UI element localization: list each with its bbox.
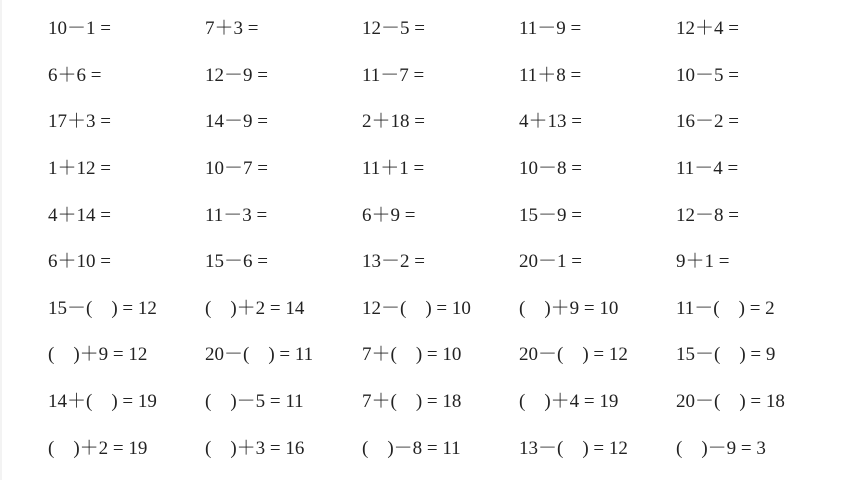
math-problem: ( )＋9 = 10 [519, 297, 619, 319]
math-problem: ( )＋2 = 14 [205, 297, 305, 319]
math-problem: 12－8 = [676, 204, 739, 226]
math-problem: 15－9 = [519, 204, 582, 226]
arithmetic-worksheet [48, 6, 848, 471]
math-problem: 6＋9 = [362, 204, 416, 226]
math-problem: 11－3 = [205, 204, 268, 226]
math-problem: 12－( ) = 10 [362, 297, 471, 319]
math-problem: 11－4 = [676, 158, 739, 180]
math-problem: 11－( ) = 2 [676, 297, 775, 319]
math-problem: 20－( ) = 11 [205, 344, 314, 366]
math-problem: 20－( ) = 18 [676, 391, 785, 413]
math-problem: 10－8 = [519, 158, 582, 180]
math-problem: 7＋( ) = 18 [362, 391, 462, 413]
math-problem: 10－5 = [676, 64, 739, 86]
math-problem: ( )－8 = 11 [362, 437, 461, 459]
math-problem: 20－( ) = 12 [519, 344, 628, 366]
math-problem: 15－( ) = 9 [676, 344, 776, 366]
math-problem: 6＋6 = [48, 64, 102, 86]
math-problem: 4＋14 = [48, 204, 111, 226]
math-problem: ( )＋2 = 19 [48, 437, 148, 459]
math-problem: 10－7 = [205, 158, 268, 180]
math-problem: ( )＋4 = 19 [519, 391, 619, 413]
math-problem: 7＋3 = [205, 18, 259, 40]
math-problem: 11－7 = [362, 64, 425, 86]
math-problem: 15－( ) = 12 [48, 297, 157, 319]
math-problem: 6＋10 = [48, 251, 111, 273]
math-problem: 15－6 = [205, 251, 268, 273]
math-problem: 7＋( ) = 10 [362, 344, 462, 366]
math-problem: 2＋18 = [362, 111, 425, 133]
page-edge [0, 0, 2, 480]
math-problem: 12－5 = [362, 18, 425, 40]
math-problem: ( )－5 = 11 [205, 391, 304, 413]
math-problem: 11＋8 = [519, 64, 582, 86]
math-problem: 11＋1 = [362, 158, 425, 180]
math-problem: 16－2 = [676, 111, 739, 133]
math-problem: 20－1 = [519, 251, 582, 273]
math-problem: 9＋1 = [676, 251, 730, 273]
math-problem: 14－9 = [205, 111, 268, 133]
math-problem: 13－( ) = 12 [519, 437, 628, 459]
math-problem: 17＋3 = [48, 111, 111, 133]
math-problem: 1＋12 = [48, 158, 111, 180]
math-problem: 13－2 = [362, 251, 425, 273]
math-problem: ( )－9 = 3 [676, 437, 766, 459]
math-problem: ( )＋9 = 12 [48, 344, 148, 366]
math-problem: ( )＋3 = 16 [205, 437, 305, 459]
math-problem: 12－9 = [205, 64, 268, 86]
math-problem: 12＋4 = [676, 18, 739, 40]
math-problem: 4＋13 = [519, 111, 582, 133]
math-problem: 11－9 = [519, 18, 582, 40]
math-problem: 10－1 = [48, 18, 111, 40]
math-problem: 14＋( ) = 19 [48, 391, 157, 413]
